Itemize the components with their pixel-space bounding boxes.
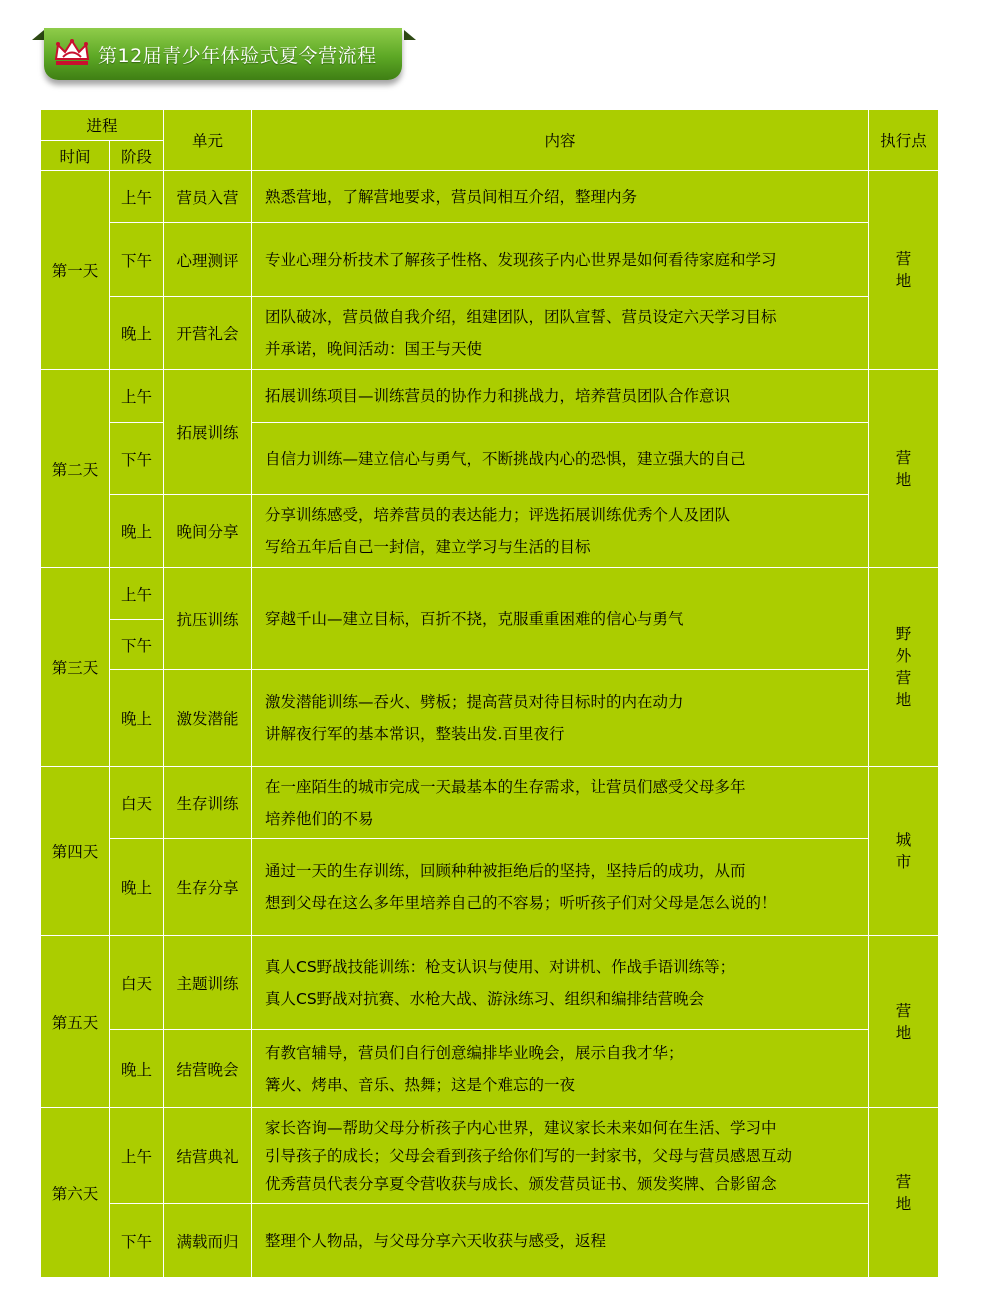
content-cell bbox=[252, 1108, 869, 1204]
day-cell: 第四天 bbox=[41, 767, 110, 936]
header-unit: 单元 bbox=[164, 110, 252, 171]
stage-cell: 白天 bbox=[110, 936, 164, 1030]
content-cell bbox=[252, 495, 869, 568]
location-text: 营地 bbox=[895, 448, 912, 489]
unit-cell: 结营晚会 bbox=[164, 1030, 252, 1108]
content-line: 讲解夜行军的基本常识，整装出发.百里夜行 bbox=[265, 725, 565, 743]
stage-cell: 下午 bbox=[110, 620, 164, 670]
table-row bbox=[41, 670, 939, 767]
table-row bbox=[41, 568, 939, 620]
table-row bbox=[41, 495, 939, 568]
day-cell: 第三天 bbox=[41, 568, 110, 767]
content-line: 自信力训练—建立信心与勇气，不断挑战内心的恐惧，建立强大的自己 bbox=[265, 449, 746, 468]
content-line: 家长咨询—帮助父母分析孩子内心世界，建议家长未来如何在生活、学习中 bbox=[265, 1118, 777, 1137]
content-line: 真人CS野战技能训练：枪支认识与使用、对讲机、作战手语训练等； bbox=[265, 957, 736, 976]
day-cell: 第五天 bbox=[41, 936, 110, 1108]
content-line: 分享训练感受，培养营员的表达能力；评选拓展训练优秀个人及团队 bbox=[265, 506, 731, 524]
content-line: 篝火、烤串、音乐、热舞；这是个难忘的一夜 bbox=[265, 1075, 576, 1094]
stage-cell: 上午 bbox=[110, 568, 164, 620]
location-text: 营地 bbox=[895, 250, 912, 290]
content-line: 穿越千山—建立目标，百折不挠，克服重重困难的信心与勇气 bbox=[265, 609, 684, 628]
content-line: 通过一天的生存训练，回顾种种被拒绝后的坚持，坚持后的成功，从而 bbox=[265, 862, 746, 880]
content-line: 有教官辅导，营员们自行创意编排毕业晚会，展示自我才华； bbox=[265, 1043, 684, 1062]
content-line: 并承诺，晚间活动：国王与天使 bbox=[265, 340, 483, 358]
content-cell bbox=[252, 1030, 869, 1108]
content-cell bbox=[252, 423, 869, 495]
content-line: 熟悉营地，了解营地要求，营员间相互介绍，整理内务 bbox=[265, 187, 638, 206]
table-row bbox=[41, 1030, 939, 1108]
stage-cell: 下午 bbox=[110, 223, 164, 297]
content-cell bbox=[252, 223, 869, 297]
day-cell: 第六天 bbox=[41, 1108, 110, 1278]
banner-fold-right bbox=[404, 30, 416, 40]
stage-cell: 晚上 bbox=[110, 1030, 164, 1108]
content-cell bbox=[252, 297, 869, 370]
header-location: 执行点 bbox=[869, 110, 939, 171]
content-line: 真人CS野战对抗赛、水枪大战、游泳练习、组织和编排结营晚会 bbox=[265, 989, 705, 1008]
content-line: 拓展训练项目—训练营员的协作力和挑战力，培养营员团队合作意识 bbox=[265, 387, 731, 405]
unit-cell: 晚间分享 bbox=[164, 495, 252, 568]
location-text: 营地 bbox=[895, 1172, 912, 1213]
unit-cell: 激发潜能 bbox=[164, 670, 252, 767]
content-line: 培养他们的不易 bbox=[265, 809, 374, 828]
unit-cell: 开营礼会 bbox=[164, 297, 252, 370]
location-cell bbox=[869, 1108, 939, 1278]
unit-cell: 心理测评 bbox=[164, 223, 252, 297]
stage-cell: 上午 bbox=[110, 370, 164, 423]
location-cell bbox=[869, 936, 939, 1108]
location-text: 营地 bbox=[895, 1001, 912, 1042]
location-text: 城市 bbox=[895, 831, 912, 871]
content-line: 在一座陌生的城市完成一天最基本的生存需求，让营员们感受父母多年 bbox=[265, 777, 746, 796]
table-row bbox=[41, 297, 939, 370]
page-title: 第12届青少年体验式夏令营流程 bbox=[98, 44, 377, 67]
unit-cell: 抗压训练 bbox=[164, 568, 252, 670]
header-time: 时间 bbox=[41, 141, 110, 171]
content-line: 写给五年后自己一封信，建立学习与生活的目标 bbox=[265, 538, 591, 556]
content-cell bbox=[252, 568, 869, 670]
stage-cell: 晚上 bbox=[110, 297, 164, 370]
table-row bbox=[41, 1108, 939, 1204]
crown-logo-icon bbox=[52, 37, 92, 71]
stage-cell: 晚上 bbox=[110, 839, 164, 936]
content-cell bbox=[252, 1204, 869, 1278]
table-row bbox=[41, 1204, 939, 1278]
header-stage: 阶段 bbox=[110, 141, 164, 171]
content-cell bbox=[252, 370, 869, 423]
table-row bbox=[41, 171, 939, 223]
unit-cell: 营员入营 bbox=[164, 171, 252, 223]
stage-cell: 白天 bbox=[110, 767, 164, 839]
title-banner bbox=[32, 22, 416, 90]
banner-fold-left bbox=[32, 30, 44, 40]
header-progress: 进程 bbox=[41, 110, 164, 141]
unit-cell: 拓展训练 bbox=[164, 370, 252, 495]
table-row bbox=[41, 839, 939, 936]
content-line: 优秀营员代表分享夏令营收获与成长、颁发营员证书、颁发奖牌、合影留念 bbox=[265, 1174, 777, 1193]
content-line: 专业心理分析技术了解孩子性格、发现孩子内心世界是如何看待家庭和学习 bbox=[265, 250, 777, 269]
content-cell bbox=[252, 936, 869, 1030]
stage-cell: 晚上 bbox=[110, 495, 164, 568]
stage-cell: 下午 bbox=[110, 1204, 164, 1278]
location-cell bbox=[869, 171, 939, 370]
unit-cell: 生存分享 bbox=[164, 839, 252, 936]
stage-cell: 晚上 bbox=[110, 670, 164, 767]
content-line: 想到父母在这么多年里培养自己的不容易；听听孩子们对父母是怎么说的！ bbox=[265, 894, 777, 912]
content-line: 整理个人物品，与父母分享六天收获与感受，返程 bbox=[265, 1231, 607, 1250]
content-line: 引导孩子的成长；父母会看到孩子给你们写的一封家书，父母与营员感恩互动 bbox=[265, 1146, 793, 1165]
content-line: 团队破冰，营员做自我介绍，组建团队，团队宣誓、营员设定六天学习目标 bbox=[265, 308, 777, 326]
content-cell bbox=[252, 839, 869, 936]
table-row bbox=[41, 936, 939, 1030]
day-cell: 第一天 bbox=[41, 171, 110, 370]
location-text: 野外营地 bbox=[895, 625, 912, 709]
header-content: 内容 bbox=[252, 110, 869, 171]
stage-cell: 上午 bbox=[110, 1108, 164, 1204]
table-row bbox=[41, 223, 939, 297]
unit-cell: 满载而归 bbox=[164, 1204, 252, 1278]
table-row bbox=[41, 370, 939, 423]
stage-cell: 上午 bbox=[110, 171, 164, 223]
stage-cell: 下午 bbox=[110, 423, 164, 495]
location-cell bbox=[869, 767, 939, 936]
day-cell: 第二天 bbox=[41, 370, 110, 568]
banner-body bbox=[44, 28, 402, 80]
location-cell bbox=[869, 568, 939, 767]
content-cell bbox=[252, 767, 869, 839]
unit-cell: 生存训练 bbox=[164, 767, 252, 839]
content-line: 激发潜能训练—吞火、劈板；提高营员对待目标时的内在动力 bbox=[265, 693, 684, 711]
location-cell bbox=[869, 370, 939, 568]
content-cell bbox=[252, 670, 869, 767]
unit-cell: 结营典礼 bbox=[164, 1108, 252, 1204]
content-cell bbox=[252, 171, 869, 223]
table-row bbox=[41, 767, 939, 839]
schedule-table bbox=[40, 109, 939, 1278]
unit-cell: 主题训练 bbox=[164, 936, 252, 1030]
